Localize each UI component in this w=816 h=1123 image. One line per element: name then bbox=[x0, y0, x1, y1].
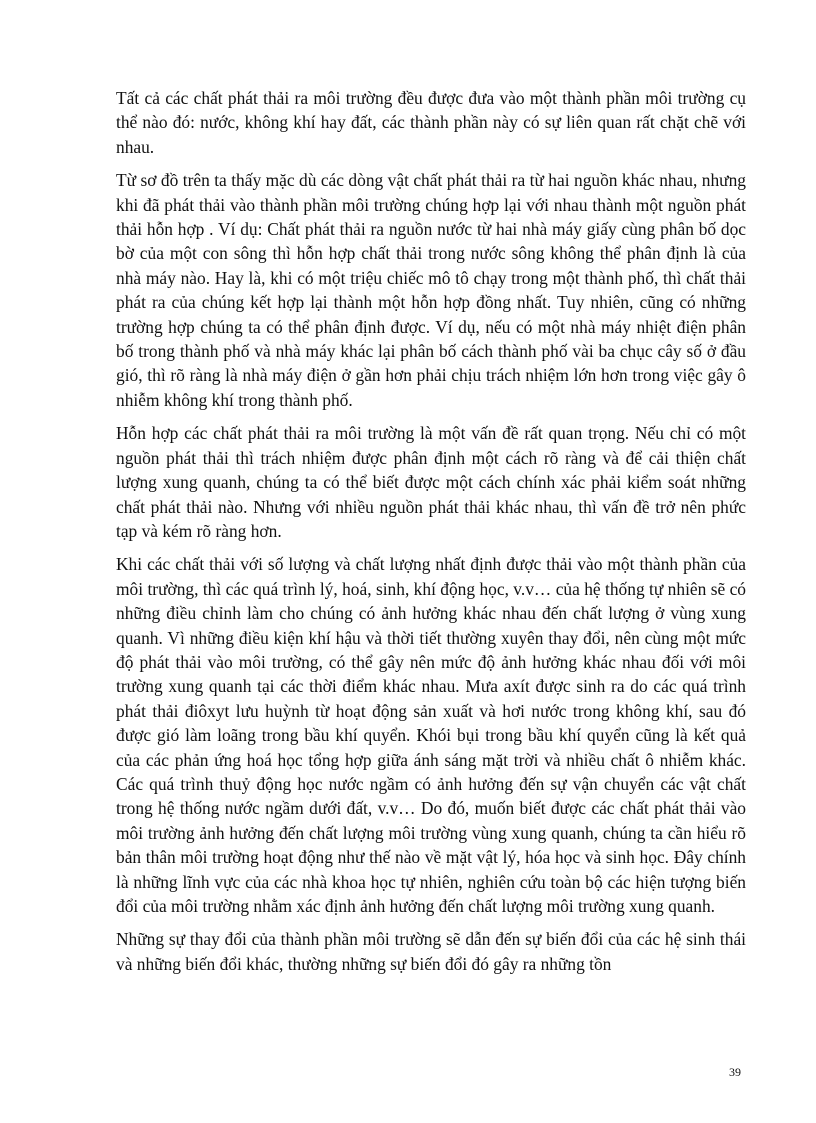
paragraph-5: Những sự thay đổi của thành phần môi trường sẽ dẫn đến sự biến đổi của các hệ sinh thái và những biến đổi khác, thường những sự biến đổi đó gây ra những tồn bbox=[116, 929, 746, 974]
paragraph-3: Hỗn hợp các chất phát thải ra môi trường là một vấn đề rất quan trọng. Nếu chỉ có một nguồn phát thải thì trách nhiệm được phân định một cách rõ ràng và để cải thiện chất lượng xung quanh, chúng ta có thể biết được một cách chính xác phải kiểm soát những chất phát thải nào. Nhưng với nhiều nguồn phát thải khác nhau, thì vấn đề trở nên phức tạp và kém rõ ràng hơn. bbox=[116, 423, 746, 541]
document-body bbox=[116, 86, 746, 985]
paragraph-2: Từ sơ đồ trên ta thấy mặc dù các dòng vật chất phát thải ra từ hai nguồn khác nhau, nhưng khi đã phát thải vào thành phần môi trường chúng hợp lại với nhau thành một nguồn phát thải hỗn hợp . Ví dụ: Chất phát thải ra nguồn nước từ hai nhà máy giấy cùng phân bố dọc bờ của một con sông thì hỗn hợp chất thải trong nước sông không thể phân định là của nhà máy nào. Hay là, khi có một triệu chiếc mô tô chạy trong một thành phố, thì chất thải phát ra của chúng kết hợp lại thành một hỗn hợp đồng nhất. Tuy nhiên, cũng có những trường hợp chúng ta có thể phân định được. Ví dụ, nếu có một nhà máy nhiệt điện phân bố trong thành phố và nhà máy khác lại phân bố cách thành phố vài ba chục cây số ở đầu gió, thì rõ ràng là nhà máy điện ở gần hơn phải chịu trách nhiệm lớn hơn trong việc gây ô nhiễm không khí trong thành phố. bbox=[116, 170, 746, 410]
page-number: 39 bbox=[729, 1065, 741, 1079]
paragraph-4: Khi các chất thải với số lượng và chất lượng nhất định được thải vào một thành phần của môi trường, thì các quá trình lý, hoá, sinh, khí động học, v.v… của hệ thống tự nhiên sẽ có những điều chỉnh làm cho chúng có ảnh hưởng khác nhau đến chất lượng ở vùng xung quanh. Vì những điều kiện khí hậu và thời tiết thường xuyên thay đổi, nên cùng một mức độ phát thải vào môi trường, có thể gây nên mức độ ảnh hưởng khác nhau đối với môi trường xung quanh tại các thời điểm khác nhau. Mưa axít được sinh ra do các quá trình phát thải điôxyt lưu huỳnh từ hoạt động sản xuất và hơi nước trong không khí, sau đó được gió làm loãng trong bầu khí quyển. Khói bụi trong bầu khí quyển cũng là kết quả của các phản ứng hoá học tổng hợp giữa ánh sáng mặt trời và nhiều chất ô nhiễm khác. Các quá trình thuỷ động học nước ngầm có ảnh hưởng đến sự vận chuyển các vật chất trong hệ thống nước ngầm dưới đất, v.v… Do đó, muốn biết được các chất phát thải vào môi trường ảnh hưởng đến chất lượng môi trường vùng xung quanh, chúng ta cần hiểu rõ bản thân môi trường hoạt động như thế nào về mặt vật lý, hóa học và sinh học. Đây chính là những lĩnh vực của các nhà khoa học tự nhiên, nghiên cứu toàn bộ các hiện tượng biến đổi của môi trường nhằm xác định ảnh hưởng đến chất lượng môi trường xung quanh. bbox=[116, 554, 746, 916]
paragraph-1: Tất cả các chất phát thải ra môi trường đều được đưa vào một thành phần môi trường cụ thể nào đó: nước, không khí hay đất, các thành phần này có sự liên quan rất chặt chẽ với nhau. bbox=[116, 88, 746, 157]
